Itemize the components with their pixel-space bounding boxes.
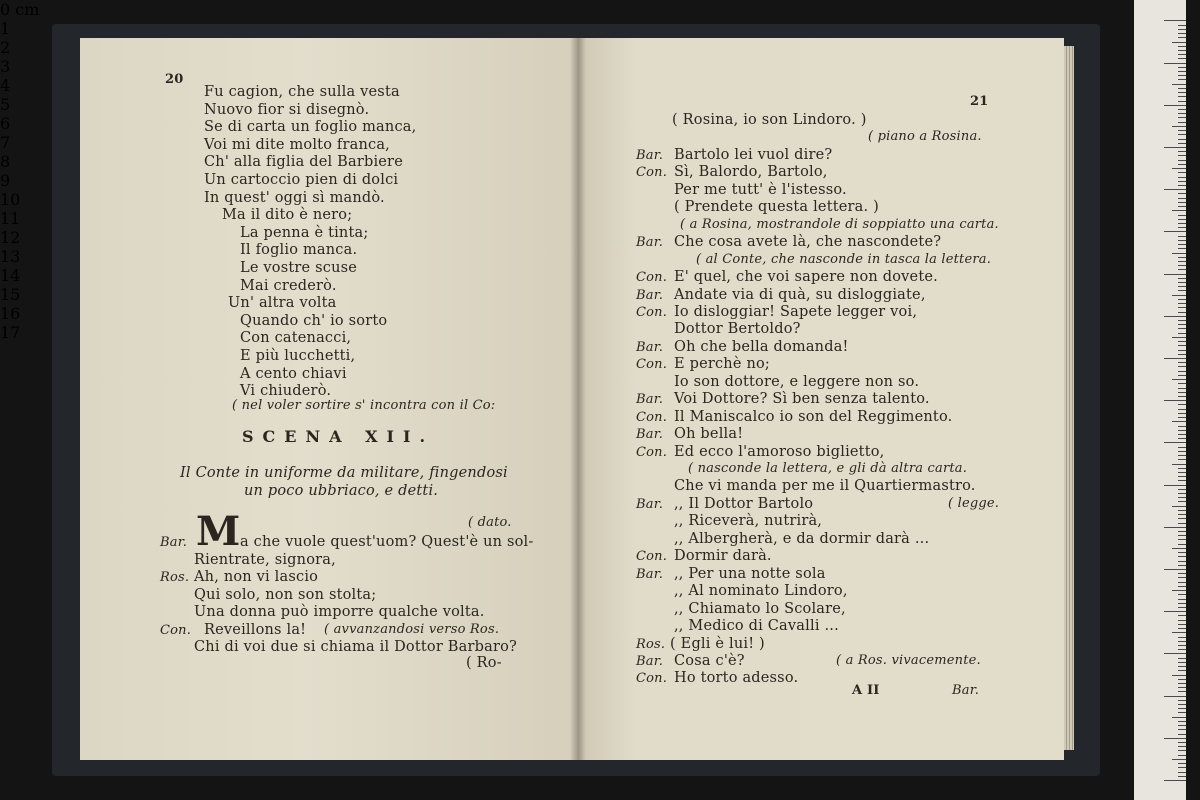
- ruler-tick: [1178, 366, 1186, 367]
- dialogue-line: E' quel, che voi sapere non dovete.: [674, 269, 938, 286]
- ruler-tick: [1178, 375, 1186, 376]
- ruler-tick: [1164, 147, 1186, 148]
- ruler-number: 8: [0, 152, 11, 171]
- ruler-tick: [1178, 628, 1186, 629]
- ruler-tick: [1164, 485, 1186, 486]
- dialogue-line: Io son dottore, e leggere non so.: [674, 373, 920, 390]
- scene-description: Il Conte in uniforme da militare, fingendosi: [180, 465, 508, 481]
- page-number: 21: [970, 94, 989, 109]
- ruler-tick: [1178, 523, 1186, 524]
- ruler-tick: [1178, 594, 1186, 595]
- dialogue-line: Oh bella!: [674, 426, 744, 443]
- verse-line: Le vostre scuse: [240, 260, 358, 276]
- dialogue-line: Ho torto adesso.: [674, 670, 799, 687]
- ruler-tick: [1178, 679, 1186, 680]
- dialogue-line: ( piano a Rosina.: [868, 129, 982, 145]
- ruler-tick: [1178, 556, 1186, 557]
- speaker-label: Bar.: [636, 496, 664, 512]
- ruler-tick: [1178, 206, 1186, 207]
- ruler-tick: [1178, 282, 1186, 283]
- ruler-tick: [1178, 134, 1186, 135]
- ruler-number: 2: [0, 38, 11, 57]
- ruler-tick: [1178, 535, 1186, 536]
- ruler-tick: [1178, 708, 1186, 709]
- ruler-tick: [1178, 426, 1186, 427]
- ruler-tick: [1178, 409, 1186, 410]
- ruler-tick: [1178, 215, 1186, 216]
- ruler-tick: [1178, 539, 1186, 540]
- stage-direction: ( a Ros. vivacemente.: [836, 652, 981, 668]
- speaker-label: Bar.: [160, 535, 188, 550]
- printer-signature: A II: [852, 683, 880, 698]
- speaker-label: Con.: [160, 623, 192, 638]
- ruler-tick: [1178, 447, 1186, 448]
- ruler-tick: [1178, 772, 1186, 773]
- ruler-tick: [1178, 248, 1186, 249]
- ruler-tick: [1178, 96, 1186, 97]
- ruler-tick: [1178, 164, 1186, 165]
- ruler-tick: [1178, 67, 1186, 68]
- ruler-tick: [1172, 379, 1186, 380]
- ruler-tick: [1172, 126, 1186, 127]
- verse-line: Un cartoccio pien di dolci: [204, 172, 399, 188]
- dialogue-line: ( a Rosina, mostrandole di soppiatto una carta.: [680, 216, 999, 232]
- dialogue-line: Ah, non vi lascio: [194, 569, 319, 585]
- ruler-tick: [1178, 290, 1186, 291]
- ruler-tick: [1178, 746, 1186, 747]
- dialogue-line: ( Egli è lui! ): [670, 635, 765, 652]
- ruler-number: 17: [0, 323, 21, 342]
- ruler-tick: [1178, 193, 1186, 194]
- ruler-tick: [1172, 590, 1186, 591]
- ruler-tick: [1178, 552, 1186, 553]
- ruler-number: 16: [0, 304, 21, 323]
- dialogue-line: ( al Conte, che nasconde in tasca la lettera.: [696, 251, 992, 267]
- speaker-label: Bar.: [636, 566, 664, 582]
- ruler-tick: [1178, 130, 1186, 131]
- dialogue-line: Dormir darà.: [674, 548, 772, 565]
- ruler-number: 7: [0, 133, 11, 152]
- dialogue-line: Andate via di quà, su disloggiate,: [674, 286, 926, 303]
- ruler-tick: [1178, 362, 1186, 363]
- ruler-tick: [1178, 244, 1186, 245]
- ruler-tick: [1178, 742, 1186, 743]
- dialogue-line: ( Rosina, io son Lindoro. ): [672, 112, 867, 128]
- dialogue-line: ( nasconde la lettera, e gli dà altra carta.: [688, 461, 968, 476]
- verse-line: Vi chiuderò.: [240, 383, 332, 400]
- ruler-tick: [1178, 476, 1186, 477]
- dialogue-line: Qui solo, non son stolta;: [194, 587, 377, 603]
- ruler-tick: [1164, 400, 1186, 401]
- ruler-tick: [1178, 489, 1186, 490]
- ruler-tick: [1178, 37, 1186, 38]
- ruler-tick: [1178, 430, 1186, 431]
- stage-direction: ( avvanzandosi verso Ros.: [324, 622, 500, 637]
- ruler-tick: [1178, 58, 1186, 59]
- speaker-label: Ros.: [160, 570, 190, 585]
- ruler-number: 1: [0, 19, 11, 38]
- dialogue-line: Dottor Bertoldo?: [674, 321, 801, 338]
- ruler-tick: [1172, 337, 1186, 338]
- ruler-tick: [1178, 413, 1186, 414]
- ruler-tick: [1164, 231, 1186, 232]
- dialogue-line: Che cosa avete là, che nascondete?: [674, 234, 942, 251]
- ruler-tick: [1178, 151, 1186, 152]
- ruler-tick: [1178, 278, 1186, 279]
- ruler-tick: [1172, 632, 1186, 633]
- ruler-number: 14: [0, 266, 21, 285]
- ruler-tick: [1178, 544, 1186, 545]
- scene-heading: SCENA XII.: [242, 427, 435, 446]
- ruler-tick: [1178, 261, 1186, 262]
- verse-line: Il foglio manca.: [240, 242, 358, 259]
- ruler-tick: [1178, 320, 1186, 321]
- ruler-tick: [1178, 54, 1186, 55]
- ruler-tick: [1178, 451, 1186, 452]
- ruler-number: 12: [0, 228, 21, 247]
- stage-direction: ( legge.: [948, 495, 1000, 511]
- ruler-tick: [1178, 223, 1186, 224]
- ruler-tick: [1178, 25, 1186, 26]
- speaker-label: Con.: [636, 165, 668, 181]
- ruler-tick: [1178, 29, 1186, 30]
- ruler-tick: [1172, 295, 1186, 296]
- ruler-tick: [1178, 670, 1186, 671]
- ruler-tick: [1172, 506, 1186, 507]
- speaker-label: Con.: [636, 671, 668, 687]
- ruler-tick: [1178, 185, 1186, 186]
- speaker-label: Con.: [636, 549, 668, 565]
- ruler-tick: [1178, 725, 1186, 726]
- speaker-label: Bar.: [636, 392, 664, 408]
- ruler-tick: [1178, 704, 1186, 705]
- speaker-label: Con.: [636, 357, 668, 373]
- ruler-tick: [1178, 573, 1186, 574]
- ruler-tick: [1164, 653, 1186, 654]
- ruler-tick: [1178, 269, 1186, 270]
- dialogue-line: Che vi manda per me il Quartiermastro.: [674, 478, 976, 495]
- ruler-tick: [1164, 569, 1186, 570]
- ruler-tick: [1178, 683, 1186, 684]
- ruler-tick: [1164, 611, 1186, 612]
- ruler-tick: [1178, 459, 1186, 460]
- ruler-tick: [1178, 637, 1186, 638]
- ruler-tick: [1164, 20, 1186, 21]
- ruler-tick: [1178, 227, 1186, 228]
- ruler-tick: [1178, 71, 1186, 72]
- ruler-tick: [1164, 63, 1186, 64]
- ruler-tick: [1178, 396, 1186, 397]
- ruler-tick: [1164, 105, 1186, 106]
- ruler-tick: [1178, 649, 1186, 650]
- ruler-tick: [1178, 79, 1186, 80]
- ruler-tick: [1178, 645, 1186, 646]
- ruler-tick: [1178, 750, 1186, 751]
- dialogue-line: ,, Chiamato lo Scolare,: [674, 600, 846, 617]
- dialogue-line: ,, Medico di Cavalli ...: [674, 618, 839, 635]
- verse-line: La penna è tinta;: [240, 224, 369, 241]
- ruler-tick: [1178, 383, 1186, 384]
- ruler-tick: [1178, 712, 1186, 713]
- dialogue-line: ,, Albergherà, e da dormir darà ...: [674, 530, 930, 547]
- verse-line: A cento chiavi: [240, 365, 347, 382]
- dialogue-line: Cosa c'è?: [674, 652, 745, 669]
- dialogue-line: E perchè no;: [674, 356, 770, 373]
- ruler-tick: [1164, 358, 1186, 359]
- ruler-tick: [1172, 210, 1186, 211]
- book-gutter: [570, 38, 586, 760]
- ruler-number: 11: [0, 209, 21, 228]
- verse-line: Nuovo fior si disegnò.: [204, 101, 370, 118]
- ruler-number: 9: [0, 171, 11, 190]
- dialogue-line: Bartolo lei vuol dire?: [674, 146, 833, 163]
- ruler-tick: [1178, 434, 1186, 435]
- ruler-tick: [1178, 666, 1186, 667]
- ruler-tick: [1172, 759, 1186, 760]
- ruler-tick: [1178, 75, 1186, 76]
- speaker-label: Ros.: [636, 636, 666, 652]
- ruler-tick: [1178, 198, 1186, 199]
- ruler-tick: [1178, 510, 1186, 511]
- ruler-tick: [1178, 501, 1186, 502]
- dialogue-line: Per me tutt' è l'istesso.: [674, 181, 847, 198]
- scene-description: un poco ubbriaco, e detti.: [244, 483, 439, 499]
- ruler-tick: [1178, 345, 1186, 346]
- ruler-tick: [1178, 700, 1186, 701]
- ruler-tick: [1172, 548, 1186, 549]
- dialogue-line: ,, Il Dottor Bartolo: [674, 495, 814, 512]
- ruler-tick: [1178, 776, 1186, 777]
- ruler-tick: [1178, 404, 1186, 405]
- ruler-tick: [1178, 767, 1186, 768]
- ruler-tick: [1178, 518, 1186, 519]
- stage-direction: ( dato.: [468, 515, 512, 530]
- ruler-number: 15: [0, 285, 21, 304]
- ruler-tick: [1178, 493, 1186, 494]
- ruler-tick: [1178, 586, 1186, 587]
- ruler-tick: [1178, 177, 1186, 178]
- ruler-tick: [1172, 84, 1186, 85]
- ruler-tick: [1178, 561, 1186, 562]
- ruler-tick: [1164, 696, 1186, 697]
- ruler-tick: [1178, 721, 1186, 722]
- ruler-number: 3: [0, 57, 11, 76]
- ruler-tick: [1178, 662, 1186, 663]
- ruler-tick: [1178, 101, 1186, 102]
- verse-line: In quest' oggi sì mandò.: [204, 189, 385, 206]
- ruler-tick: [1178, 312, 1186, 313]
- ruler-tick: [1172, 675, 1186, 676]
- dialogue-line: Il Maniscalco io son del Reggimento.: [674, 408, 953, 425]
- dialogue-line: Chi di voi due si chiama il Dottor Barbaro?: [194, 639, 517, 655]
- ruler-tick: [1178, 139, 1186, 140]
- ruler-tick: [1178, 257, 1186, 258]
- ruler-tick: [1172, 168, 1186, 169]
- ruler-tick: [1178, 328, 1186, 329]
- speaker-label: Bar.: [636, 287, 664, 303]
- verse-line: Fu cagion, che sulla vesta: [204, 84, 400, 100]
- ruler-tick: [1178, 624, 1186, 625]
- ruler-tick: [1164, 780, 1186, 781]
- ruler-tick: [1178, 641, 1186, 642]
- verse-line: Mai crederò.: [240, 277, 337, 294]
- page-number: 20: [165, 72, 184, 87]
- ruler-tick: [1178, 371, 1186, 372]
- ruler-tick: [1178, 658, 1186, 659]
- ruler-tick: [1178, 333, 1186, 334]
- ruler-tick: [1178, 307, 1186, 308]
- ruler-tick: [1178, 615, 1186, 616]
- ruler-tick: [1178, 734, 1186, 735]
- speaker-label: Bar.: [636, 427, 664, 443]
- ruler-tick: [1178, 117, 1186, 118]
- ruler-tick: [1178, 565, 1186, 566]
- catchword: Bar.: [952, 683, 980, 698]
- dialogue-line: Voi Dottore? Sì ben senza talento.: [674, 391, 930, 408]
- page-edges: [1064, 46, 1074, 750]
- stage-direction: ( nel voler sortire s' incontra con il Co:: [232, 398, 496, 413]
- verse-line: Voi mi dite molto franca,: [204, 136, 390, 153]
- verse-line: Con catenacci,: [240, 330, 352, 347]
- ruler-tick: [1178, 265, 1186, 266]
- dialogue-line: a che vuole quest'uom? Quest'è un sol-: [240, 534, 534, 550]
- ruler-tick: [1178, 341, 1186, 342]
- ruler-tick: [1178, 240, 1186, 241]
- dialogue-line: ( Ro-: [466, 655, 502, 671]
- ruler-number: 4: [0, 76, 11, 95]
- ruler-number: 6: [0, 114, 11, 133]
- speaker-label: Con.: [636, 270, 668, 286]
- speaker-label: Bar.: [636, 653, 664, 669]
- ruler-tick: [1178, 50, 1186, 51]
- dialogue-line: ,, Per una notte sola: [674, 565, 826, 582]
- ruler-tick: [1164, 274, 1186, 275]
- dialogue-line: ,, Riceverà, nutrirà,: [674, 513, 823, 530]
- ruler-tick: [1178, 729, 1186, 730]
- ruler-tick: [1178, 113, 1186, 114]
- ruler-tick: [1178, 599, 1186, 600]
- speaker-label: Con.: [636, 409, 668, 425]
- speaker-label: Bar.: [636, 339, 664, 355]
- verse-line: Ch' alla figlia del Barbiere: [204, 154, 403, 171]
- ruler-tick: [1178, 324, 1186, 325]
- dialogue-line: Sì, Balordo, Bartolo,: [674, 164, 828, 181]
- dialogue-line: Rientrate, signora,: [194, 552, 336, 568]
- drop-cap: M: [196, 508, 241, 555]
- speaker-label: Con.: [636, 304, 668, 320]
- speaker-label: Bar.: [636, 235, 664, 251]
- speaker-label: Con.: [636, 444, 668, 460]
- dialogue-line: ,, Al nominato Lindoro,: [674, 583, 848, 600]
- ruler-tick: [1178, 354, 1186, 355]
- dialogue-line: Ed ecco l'amoroso biglietto,: [674, 443, 885, 460]
- dialogue-line: Io disloggiar! Sapete legger voi,: [674, 303, 918, 320]
- ruler-tick: [1178, 33, 1186, 34]
- ruler-tick: [1178, 417, 1186, 418]
- ruler-tick: [1164, 738, 1186, 739]
- ruler-tick: [1172, 421, 1186, 422]
- ruler-unit-label: 0 cm: [0, 0, 40, 19]
- ruler-tick: [1164, 527, 1186, 528]
- ruler-tick: [1178, 181, 1186, 182]
- ruler-tick: [1178, 603, 1186, 604]
- ruler-tick: [1172, 253, 1186, 254]
- ruler-tick: [1178, 577, 1186, 578]
- ruler-tick: [1178, 219, 1186, 220]
- speaker-label: Bar.: [636, 147, 664, 163]
- ruler-tick: [1178, 46, 1186, 47]
- ruler-tick: [1178, 236, 1186, 237]
- ruler-tick: [1178, 620, 1186, 621]
- ruler-tick: [1178, 143, 1186, 144]
- ruler-tick: [1178, 763, 1186, 764]
- ruler-tick: [1178, 455, 1186, 456]
- verse-line: E più lucchetti,: [240, 348, 356, 364]
- verse-line: Se di carta un foglio manca,: [204, 119, 417, 136]
- ruler-tick: [1178, 472, 1186, 473]
- dialogue-line: Reveillons la!: [204, 622, 307, 638]
- ruler-tick: [1178, 582, 1186, 583]
- ruler-tick: [1178, 607, 1186, 608]
- ruler-tick: [1178, 92, 1186, 93]
- ruler-tick: [1164, 189, 1186, 190]
- ruler-tick: [1178, 303, 1186, 304]
- ruler-tick: [1178, 531, 1186, 532]
- ruler-tick: [1178, 514, 1186, 515]
- verse-line: Un' altra volta: [228, 295, 337, 312]
- ruler-tick: [1178, 109, 1186, 110]
- ruler-tick: [1178, 202, 1186, 203]
- ruler-tick: [1178, 155, 1186, 156]
- ruler-tick: [1178, 497, 1186, 498]
- ruler-tick: [1164, 316, 1186, 317]
- ruler-tick: [1178, 172, 1186, 173]
- ruler-tick: [1178, 392, 1186, 393]
- ruler-tick: [1178, 388, 1186, 389]
- verse-line: Quando ch' io sorto: [240, 312, 388, 329]
- ruler-tick: [1178, 755, 1186, 756]
- ruler-number: 10: [0, 190, 21, 209]
- ruler-tick: [1178, 350, 1186, 351]
- verse-line: Ma il dito è nero;: [222, 207, 353, 224]
- ruler-tick: [1178, 480, 1186, 481]
- ruler-tick: [1178, 122, 1186, 123]
- ruler-number: 13: [0, 247, 21, 266]
- ruler-tick: [1178, 438, 1186, 439]
- ruler-number: 5: [0, 95, 11, 114]
- ruler-tick: [1178, 88, 1186, 89]
- dialogue-line: ( Prendete questa lettera. ): [674, 199, 879, 216]
- ruler-tick: [1178, 687, 1186, 688]
- dialogue-line: Oh che bella domanda!: [674, 338, 849, 355]
- ruler-tick: [1178, 299, 1186, 300]
- ruler-tick: [1172, 717, 1186, 718]
- ruler-tick: [1178, 160, 1186, 161]
- ruler-tick: [1178, 691, 1186, 692]
- ruler-tick: [1164, 442, 1186, 443]
- dialogue-line: Una donna può imporre qualche volta.: [194, 604, 485, 620]
- ruler-tick: [1172, 42, 1186, 43]
- ruler-tick: [1178, 468, 1186, 469]
- ruler-tick: [1178, 286, 1186, 287]
- ruler-tick: [1172, 464, 1186, 465]
